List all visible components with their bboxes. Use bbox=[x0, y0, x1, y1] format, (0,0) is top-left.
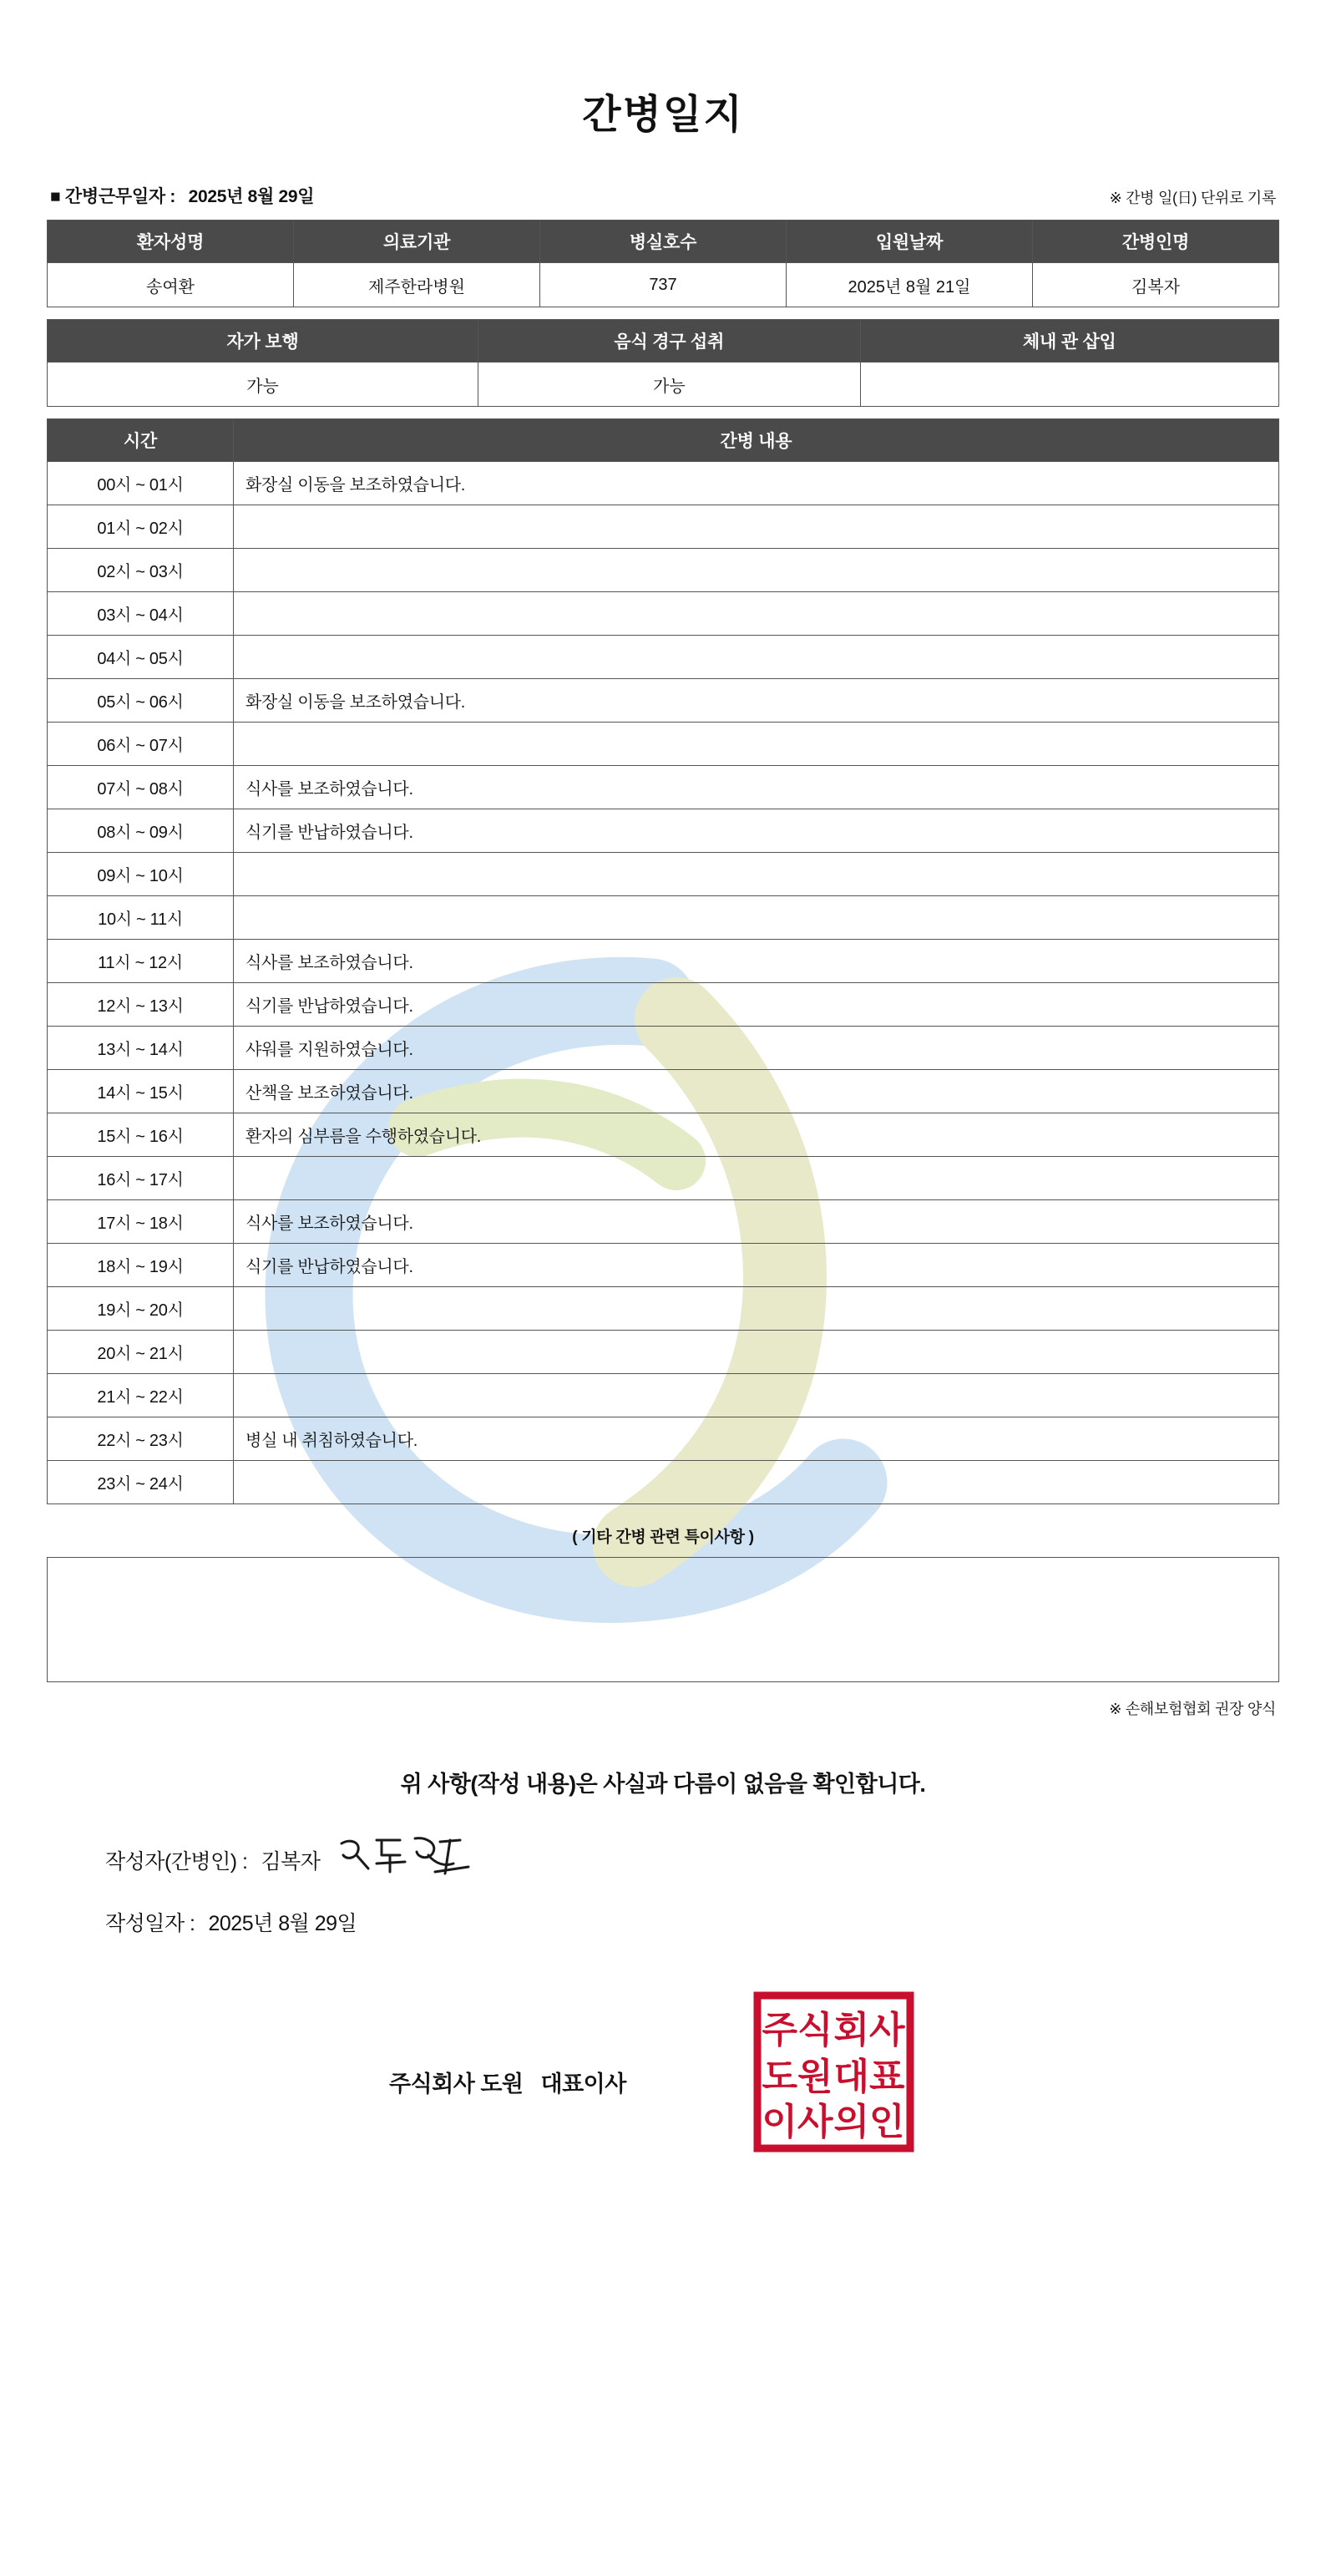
table-row bbox=[48, 1287, 1279, 1331]
table-row bbox=[48, 983, 1279, 1027]
svg-text:이사: 이사 bbox=[762, 2101, 833, 2143]
table-row bbox=[48, 766, 1279, 809]
care-log-note[interactable]: 병실 내 취침하였습니다. bbox=[234, 1417, 1279, 1461]
care-log-time: 12시 ~ 13시 bbox=[48, 983, 234, 1027]
table-row-header bbox=[48, 320, 1279, 363]
care-log-note[interactable]: 식기를 반납하였습니다. bbox=[234, 1244, 1279, 1287]
svg-text:도원: 도원 bbox=[762, 2056, 833, 2098]
date-row bbox=[105, 1907, 1279, 1937]
work-date bbox=[50, 183, 314, 208]
value-patient-name: 송여환 bbox=[48, 263, 294, 307]
col-hospital: 의료기관 bbox=[294, 221, 540, 263]
table-row bbox=[48, 809, 1279, 853]
col-care-content: 간병 내용 bbox=[234, 419, 1279, 462]
col-patient-name: 환자성명 bbox=[48, 221, 294, 263]
table-row bbox=[48, 940, 1279, 983]
table-row bbox=[48, 1200, 1279, 1244]
care-log-time: 05시 ~ 06시 bbox=[48, 679, 234, 723]
value-oral-intake: 가능 bbox=[478, 363, 860, 407]
care-log-note[interactable] bbox=[234, 592, 1279, 636]
care-log-note[interactable] bbox=[234, 1331, 1279, 1374]
date-value: 2025년 8월 29일 bbox=[208, 1912, 357, 1935]
col-room: 병실호수 bbox=[540, 221, 787, 263]
table-row bbox=[48, 1461, 1279, 1504]
page-title: 간병일지 bbox=[582, 93, 744, 137]
care-log-note[interactable]: 식사를 보조하였습니다. bbox=[234, 766, 1279, 809]
col-self-walk: 자가 보행 bbox=[48, 320, 478, 363]
work-date-label: ■ 간병근무일자 : bbox=[50, 187, 176, 206]
care-log-time: 17시 ~ 18시 bbox=[48, 1200, 234, 1244]
care-log-body bbox=[48, 462, 1279, 1504]
value-caregiver: 김복자 bbox=[1033, 263, 1279, 307]
patient-info-table bbox=[47, 220, 1279, 307]
care-log-time: 14시 ~ 15시 bbox=[48, 1070, 234, 1113]
meta-row bbox=[47, 183, 1279, 208]
table-row bbox=[48, 723, 1279, 766]
care-log-time: 16시 ~ 17시 bbox=[48, 1157, 234, 1200]
care-log-note[interactable] bbox=[234, 1461, 1279, 1504]
svg-text:회사: 회사 bbox=[833, 2009, 905, 2051]
author-label: 작성자(간병인) : bbox=[105, 1850, 248, 1874]
table-row bbox=[48, 1027, 1279, 1070]
signature-block bbox=[47, 1833, 1279, 1937]
care-log-time: 13시 ~ 14시 bbox=[48, 1027, 234, 1070]
care-log-note[interactable] bbox=[234, 853, 1279, 896]
care-log-note[interactable] bbox=[234, 1157, 1279, 1200]
care-log-note[interactable] bbox=[234, 636, 1279, 679]
company-row bbox=[47, 1975, 1279, 2168]
care-log-time: 23시 ~ 24시 bbox=[48, 1461, 234, 1504]
table-row bbox=[48, 363, 1279, 407]
care-log-time: 20시 ~ 21시 bbox=[48, 1331, 234, 1374]
svg-text:주식: 주식 bbox=[762, 2009, 833, 2051]
value-hospital: 제주한라병원 bbox=[294, 263, 540, 307]
table-row bbox=[48, 1113, 1279, 1157]
care-log-note[interactable]: 화장실 이동을 보조하였습니다. bbox=[234, 462, 1279, 505]
care-log-note[interactable] bbox=[234, 505, 1279, 549]
handwritten-signature-icon bbox=[335, 1830, 477, 1884]
svg-text:대표: 대표 bbox=[833, 2056, 905, 2098]
table-row bbox=[48, 1070, 1279, 1113]
care-log-note[interactable]: 샤워를 지원하였습니다. bbox=[234, 1027, 1279, 1070]
care-log-note[interactable]: 화장실 이동을 보조하였습니다. bbox=[234, 679, 1279, 723]
care-log-note[interactable] bbox=[234, 896, 1279, 940]
care-log-note[interactable]: 식기를 반납하였습니다. bbox=[234, 983, 1279, 1027]
care-log-note[interactable] bbox=[234, 1374, 1279, 1417]
care-log-time: 00시 ~ 01시 bbox=[48, 462, 234, 505]
author-row bbox=[105, 1833, 1279, 1887]
table-row bbox=[48, 592, 1279, 636]
col-admission-date: 입원날짜 bbox=[787, 221, 1033, 263]
association-note: ※ 손해보험협회 권장 양식 bbox=[1109, 1701, 1276, 1717]
value-tube-insertion bbox=[860, 363, 1278, 407]
care-log-time: 15시 ~ 16시 bbox=[48, 1113, 234, 1157]
author-value: 김복자 bbox=[261, 1850, 321, 1874]
table-row bbox=[48, 679, 1279, 723]
table-row bbox=[48, 462, 1279, 505]
care-log-time: 03시 ~ 04시 bbox=[48, 592, 234, 636]
care-log-time: 18시 ~ 19시 bbox=[48, 1244, 234, 1287]
care-log-time: 21시 ~ 22시 bbox=[48, 1374, 234, 1417]
company-name: 주식회사 도원 대표이사 bbox=[389, 2071, 626, 2097]
table-row bbox=[48, 1244, 1279, 1287]
table-row-header bbox=[48, 221, 1279, 263]
care-log-time: 07시 ~ 08시 bbox=[48, 766, 234, 809]
care-log-note[interactable] bbox=[234, 549, 1279, 592]
company-seal-stamp-icon bbox=[752, 1990, 915, 2153]
care-log-time: 10시 ~ 11시 bbox=[48, 896, 234, 940]
table-row-header bbox=[48, 419, 1279, 462]
care-log-note[interactable] bbox=[234, 1287, 1279, 1331]
remark-box[interactable] bbox=[47, 1557, 1279, 1682]
svg-text:의인: 의인 bbox=[833, 2101, 905, 2143]
table-row bbox=[48, 636, 1279, 679]
table-row bbox=[48, 263, 1279, 307]
care-log-note[interactable]: 산책을 보조하였습니다. bbox=[234, 1070, 1279, 1113]
care-log-time: 09시 ~ 10시 bbox=[48, 853, 234, 896]
table-row bbox=[48, 505, 1279, 549]
care-log-table bbox=[47, 418, 1279, 1504]
table-row bbox=[48, 549, 1279, 592]
care-log-time: 19시 ~ 20시 bbox=[48, 1287, 234, 1331]
care-log-time: 04시 ~ 05시 bbox=[48, 636, 234, 679]
value-self-walk: 가능 bbox=[48, 363, 478, 407]
table-row bbox=[48, 853, 1279, 896]
col-tube-insertion: 체내 관 삽입 bbox=[860, 320, 1278, 363]
care-log-time: 22시 ~ 23시 bbox=[48, 1417, 234, 1461]
care-log-time: 01시 ~ 02시 bbox=[48, 505, 234, 549]
value-room: 737 bbox=[540, 263, 787, 307]
table-row bbox=[48, 1157, 1279, 1200]
care-log-time: 11시 ~ 12시 bbox=[48, 940, 234, 983]
unit-note: ※ 간병 일(日) 단위로 기록 bbox=[1109, 190, 1276, 206]
value-admission-date: 2025년 8월 21일 bbox=[787, 263, 1033, 307]
care-log-note[interactable]: 식사를 보조하였습니다. bbox=[234, 1200, 1279, 1244]
table-row bbox=[48, 896, 1279, 940]
condition-table bbox=[47, 319, 1279, 407]
confirmation-text: 위 사항(작성 내용)은 사실과 다름이 없음을 확인합니다. bbox=[400, 1772, 926, 1797]
care-log-note[interactable]: 환자의 심부름을 수행하였습니다. bbox=[234, 1113, 1279, 1157]
care-log-note[interactable]: 식사를 보조하였습니다. bbox=[234, 940, 1279, 983]
care-log-note[interactable]: 식기를 반납하였습니다. bbox=[234, 809, 1279, 853]
table-row bbox=[48, 1417, 1279, 1461]
col-caregiver: 간병인명 bbox=[1033, 221, 1279, 263]
table-row bbox=[48, 1374, 1279, 1417]
date-label: 작성일자 : bbox=[105, 1912, 195, 1935]
care-log-time: 06시 ~ 07시 bbox=[48, 723, 234, 766]
remark-title: ( 기타 간병 관련 특이사항 ) bbox=[572, 1529, 754, 1546]
work-date-value: 2025년 8월 29일 bbox=[188, 187, 315, 206]
care-log-time: 08시 ~ 09시 bbox=[48, 809, 234, 853]
col-time: 시간 bbox=[48, 419, 234, 462]
table-row bbox=[48, 1331, 1279, 1374]
col-oral-intake: 음식 경구 섭취 bbox=[478, 320, 860, 363]
care-log-time: 02시 ~ 03시 bbox=[48, 549, 234, 592]
care-log-note[interactable] bbox=[234, 723, 1279, 766]
